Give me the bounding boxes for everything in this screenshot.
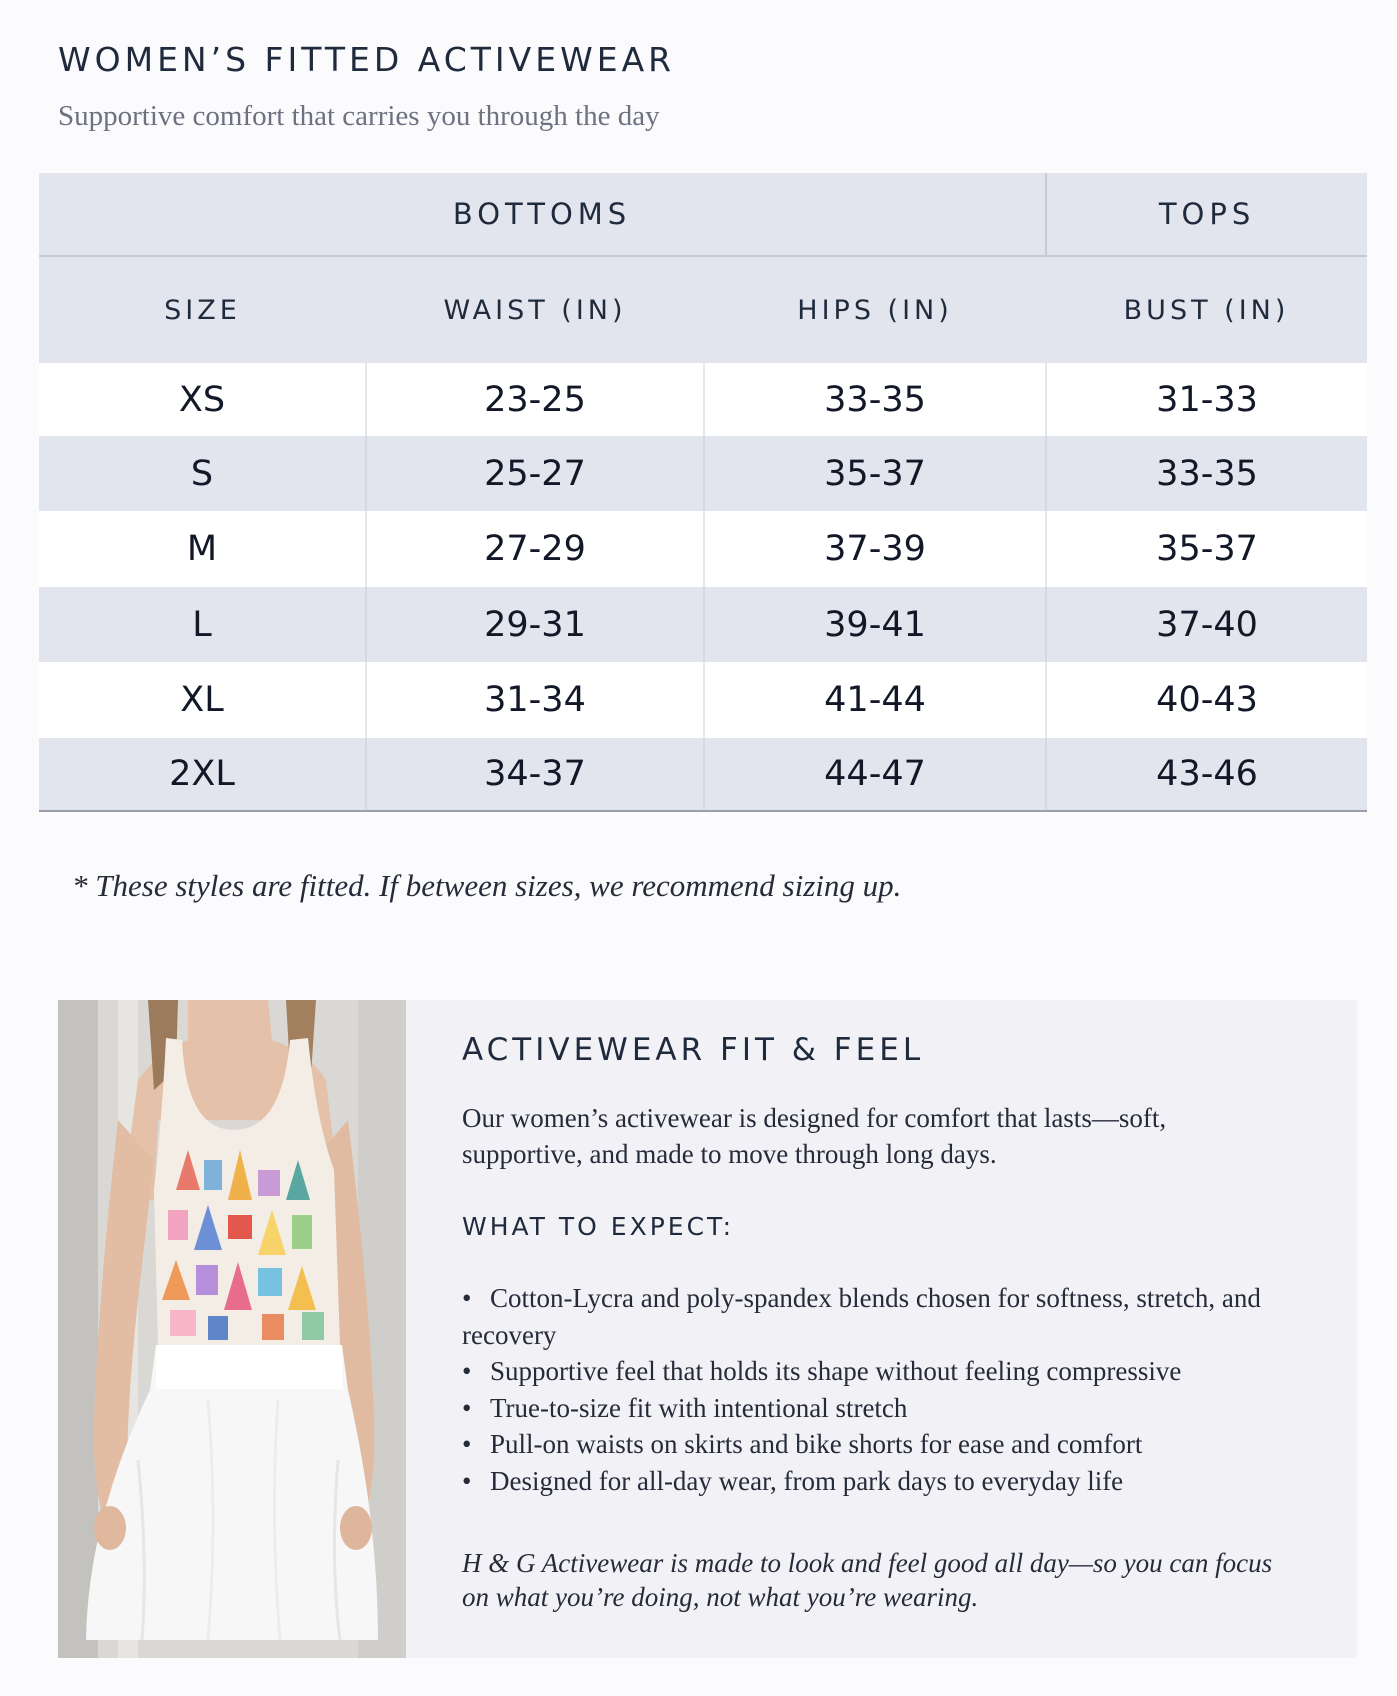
column-header-row: [39, 256, 1367, 363]
bust-cell: 40-43: [1046, 662, 1367, 738]
waist-cell: 27-29: [366, 511, 704, 587]
bullet-icon: •: [462, 1465, 472, 1496]
page-title: WOMEN’S FITTED ACTIVEWEAR: [58, 40, 676, 79]
fit-feel-intro: Our women’s activewear is designed for comfort that lasts—soft, supportive, and made to move through long days.: [462, 1103, 1167, 1169]
size-cell: 2XL: [39, 738, 366, 811]
tops-group-header: TOPS: [1046, 173, 1367, 256]
fit-feel-title: ACTIVEWEAR FIT & FEEL: [462, 1032, 925, 1068]
table-row: [39, 662, 1367, 738]
bust-cell: 35-37: [1046, 511, 1367, 587]
list-item-text: Cotton-Lycra and poly-spandex blends chosen for softness, stretch, and recovery: [462, 1283, 1261, 1350]
list-item: [462, 1353, 1332, 1390]
list-item-text: Designed for all-day wear, from park days to everyday life: [490, 1465, 1124, 1496]
bust-column-header: BUST (IN): [1046, 256, 1367, 363]
bottoms-group-header: BOTTOMS: [39, 173, 1046, 256]
sizing-note: * These styles are fitted. If between sizes, we recommend sizing up.: [72, 868, 902, 903]
waist-cell: 25-27: [366, 436, 704, 511]
size-cell: M: [39, 511, 366, 587]
hips-cell: 37-39: [704, 511, 1046, 587]
bust-cell: 43-46: [1046, 738, 1367, 811]
bullet-icon: •: [462, 1283, 472, 1313]
list-item: [462, 1426, 1332, 1463]
bust-cell: 37-40: [1046, 587, 1367, 662]
what-to-expect-heading: WHAT TO EXPECT:: [462, 1212, 734, 1241]
feature-list: [462, 1280, 1332, 1499]
table-row: [39, 511, 1367, 587]
size-column-header: SIZE: [39, 256, 366, 363]
fit-feel-panel: [406, 1000, 1357, 1658]
size-cell: S: [39, 436, 366, 511]
size-cell: XL: [39, 662, 366, 738]
hips-cell: 44-47: [704, 738, 1046, 811]
size-cell: L: [39, 587, 366, 662]
closing-statement: H & G Activewear is made to look and feel good all day—so you can focus on what you’re doing, not what you’re wearing.: [462, 1548, 1273, 1612]
group-header-row: [39, 173, 1367, 256]
waist-cell: 29-31: [366, 587, 704, 662]
waist-cell: 23-25: [366, 363, 704, 436]
waist-column-header: WAIST (IN): [366, 256, 704, 363]
size-cell: XS: [39, 363, 366, 436]
size-chart-table: [39, 173, 1367, 812]
hips-cell: 35-37: [704, 436, 1046, 511]
list-item: [462, 1463, 1332, 1500]
hips-cell: 33-35: [704, 363, 1046, 436]
bust-cell: 31-33: [1046, 363, 1367, 436]
hips-cell: 39-41: [704, 587, 1046, 662]
list-item-text: True-to-size fit with intentional stretch: [490, 1392, 908, 1423]
product-photo: [58, 1000, 406, 1658]
bust-cell: 33-35: [1046, 436, 1367, 511]
model-illustration: [58, 1000, 406, 1658]
waist-cell: 34-37: [366, 738, 704, 811]
page-subtitle: Supportive comfort that carries you through the day: [58, 100, 660, 132]
bullet-icon: •: [462, 1356, 472, 1386]
hips-column-header: HIPS (IN): [704, 256, 1046, 363]
bullet-icon: •: [462, 1429, 472, 1459]
hips-cell: 41-44: [704, 662, 1046, 738]
list-item-text: Pull-on waists on skirts and bike shorts for ease and comfort: [490, 1429, 1143, 1459]
bullet-icon: •: [462, 1392, 472, 1423]
table-row: [39, 738, 1367, 811]
list-item: [462, 1280, 1332, 1353]
table-row: [39, 436, 1367, 511]
waist-cell: 31-34: [366, 662, 704, 738]
list-item-text: Supportive feel that holds its shape without feeling compressive: [490, 1356, 1182, 1386]
table-row: [39, 587, 1367, 662]
list-item: [462, 1390, 1332, 1427]
table-row: [39, 363, 1367, 436]
